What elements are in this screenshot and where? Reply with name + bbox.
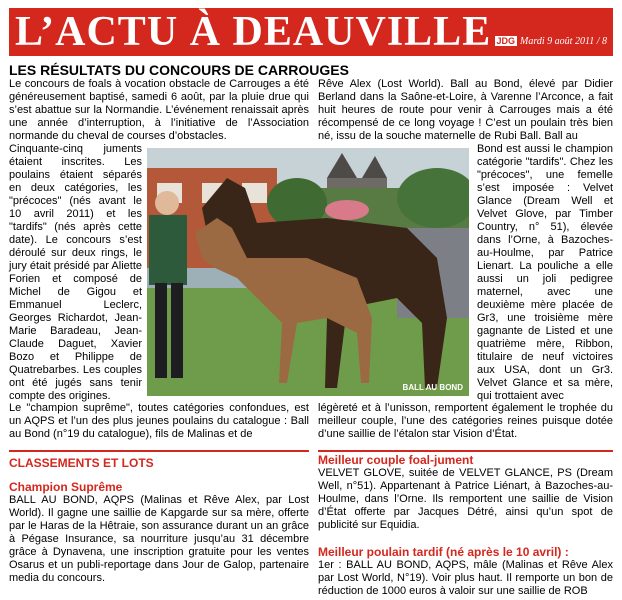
- article-headline: LES RÉSULTATS DU CONCOURS DE CARROUGES: [9, 62, 349, 78]
- issue-date: Mardi 9 août 2011 / 8: [520, 36, 607, 47]
- article-right-top: Rêve Alex (Lost World). Ball au Bond, élevé par Didier Berland dans la Saône-et-Loire, à Varenne l’Arconce, a fait huit heures de route pour venir à Carrouges mais a été récompensé de ce long voyage ! C’est un poulain très bien né, issu de la souche maternelle de Rubi Ball. Ball au: [318, 78, 613, 142]
- article-left-column: Cinquante-cinq juments étaient inscrites. Les poulains étaient séparés en deux catégories, les "précoces" (nés avant le 10 avril 2011) et les "tardifs" (nés après cette date). Le concours s’est déroulé sur deux rings, le jury était présidé par Aliette Forien et composé de Michel de Gigou et Emmanuel Leclerc, Georges Richardot, Jean-Marie Baradeau, Jean-Claude Daguet, Xavier Bozo et Philippe de Quatrebarbes. Les couples ont été jugés sans tenir compte des origines.: [9, 143, 142, 402]
- couple-title: Meilleur couple foal-jument: [318, 453, 474, 467]
- photo-caption: BALL AU BOND: [402, 383, 463, 392]
- jdg-logo: JDG: [496, 36, 516, 46]
- couple-text: VELVET GLOVE, suitée de VELVET GLANCE, PS (Dream Well, n°51). Appartenant à Patrice Liénart, à Bazoches-au-Houlme, dans l’Orne. Ils remportent une saillie de Vision d’État offerte par Jacques Détré, ainsi qu’un spot de publicité sur Equidia.: [318, 467, 613, 531]
- divider-right: [318, 450, 613, 452]
- article-intro: Le concours de foals à vocation obstacle de Carrouges a été généreusement baptisé, samedi 6 août, par la pluie drue qui s’est abattue sur la Normandie. L’événement renaissait après une année d’interruption, à l’initiative de l’Association normande du cheval de courses d’obstacles.: [9, 78, 309, 142]
- horse-photo: [147, 148, 469, 396]
- article-right-bottom: légèreté et à l’unisson, remportent également le trophée du meilleur couple, l’une des catégories reines puisque dotée d’une saillie de l’étalon star Vision d’État.: [318, 402, 613, 440]
- tardif-text: 1er : BALL AU BOND, AQPS, mâle (Malinas et Rêve Alex par Lost World, N°19). Voir plus haut. Il remporte un bon de réduction de 1000 euros à valoir sur une saillie de ROB: [318, 559, 613, 597]
- header-banner: [9, 8, 613, 56]
- dateline: [495, 36, 607, 47]
- article-right-column: Bond est aussi le champion catégorie "tardifs". Chez les "précoces", une femelle s’est imposée : Velvet Glance (Dream Well et Velvet Glove, par Timber Country, n° 51), élevée dans l’Orne, à Bazoches-au-Houlme, par Patrice Lienart. La pouliche a elle aussi un joli pedigree maternel, avec une deuxième mère placée de Gr3, une troisième mère gagnante de Listed et une quatrième mère, Ribbon, titulaire de neuf victoires aux USA, dont un Gr3. Velvet Glance et sa mère, qui trottaient avec: [477, 143, 613, 402]
- section-title: L’ACTU À DEAUVILLE: [15, 9, 492, 55]
- results-title: CLASSEMENTS ET LOTS: [9, 456, 154, 470]
- champion-title: Champion Suprême: [9, 480, 123, 494]
- champion-paragraph: Le "champion suprême", toutes catégories confondues, est un AQPS et l’un des plus jeunes poulains du catalogue : Ball au Bond (n°19 du catalogue), fils de Malinas et de: [9, 402, 309, 440]
- tardif-title: Meilleur poulain tardif (né après le 10 avril) :: [318, 545, 569, 559]
- divider-left: [9, 450, 309, 452]
- photo-illustration: [147, 148, 469, 396]
- champion-text: BALL AU BOND, AQPS (Malinas et Rêve Alex, par Lost World). Il gagne une saillie de Kapgarde sur sa mère, offerte par le Haras de la Hêtraie, son assurance durant un an grâce à Pégase Insurance, sa nourriture jusqu’au 31 décembre grâce à Dynavena, une inscription gratuite pour les ventes Osarus et un publi-reportage dans Jour de Galop, partenaire media du concours.: [9, 494, 309, 584]
